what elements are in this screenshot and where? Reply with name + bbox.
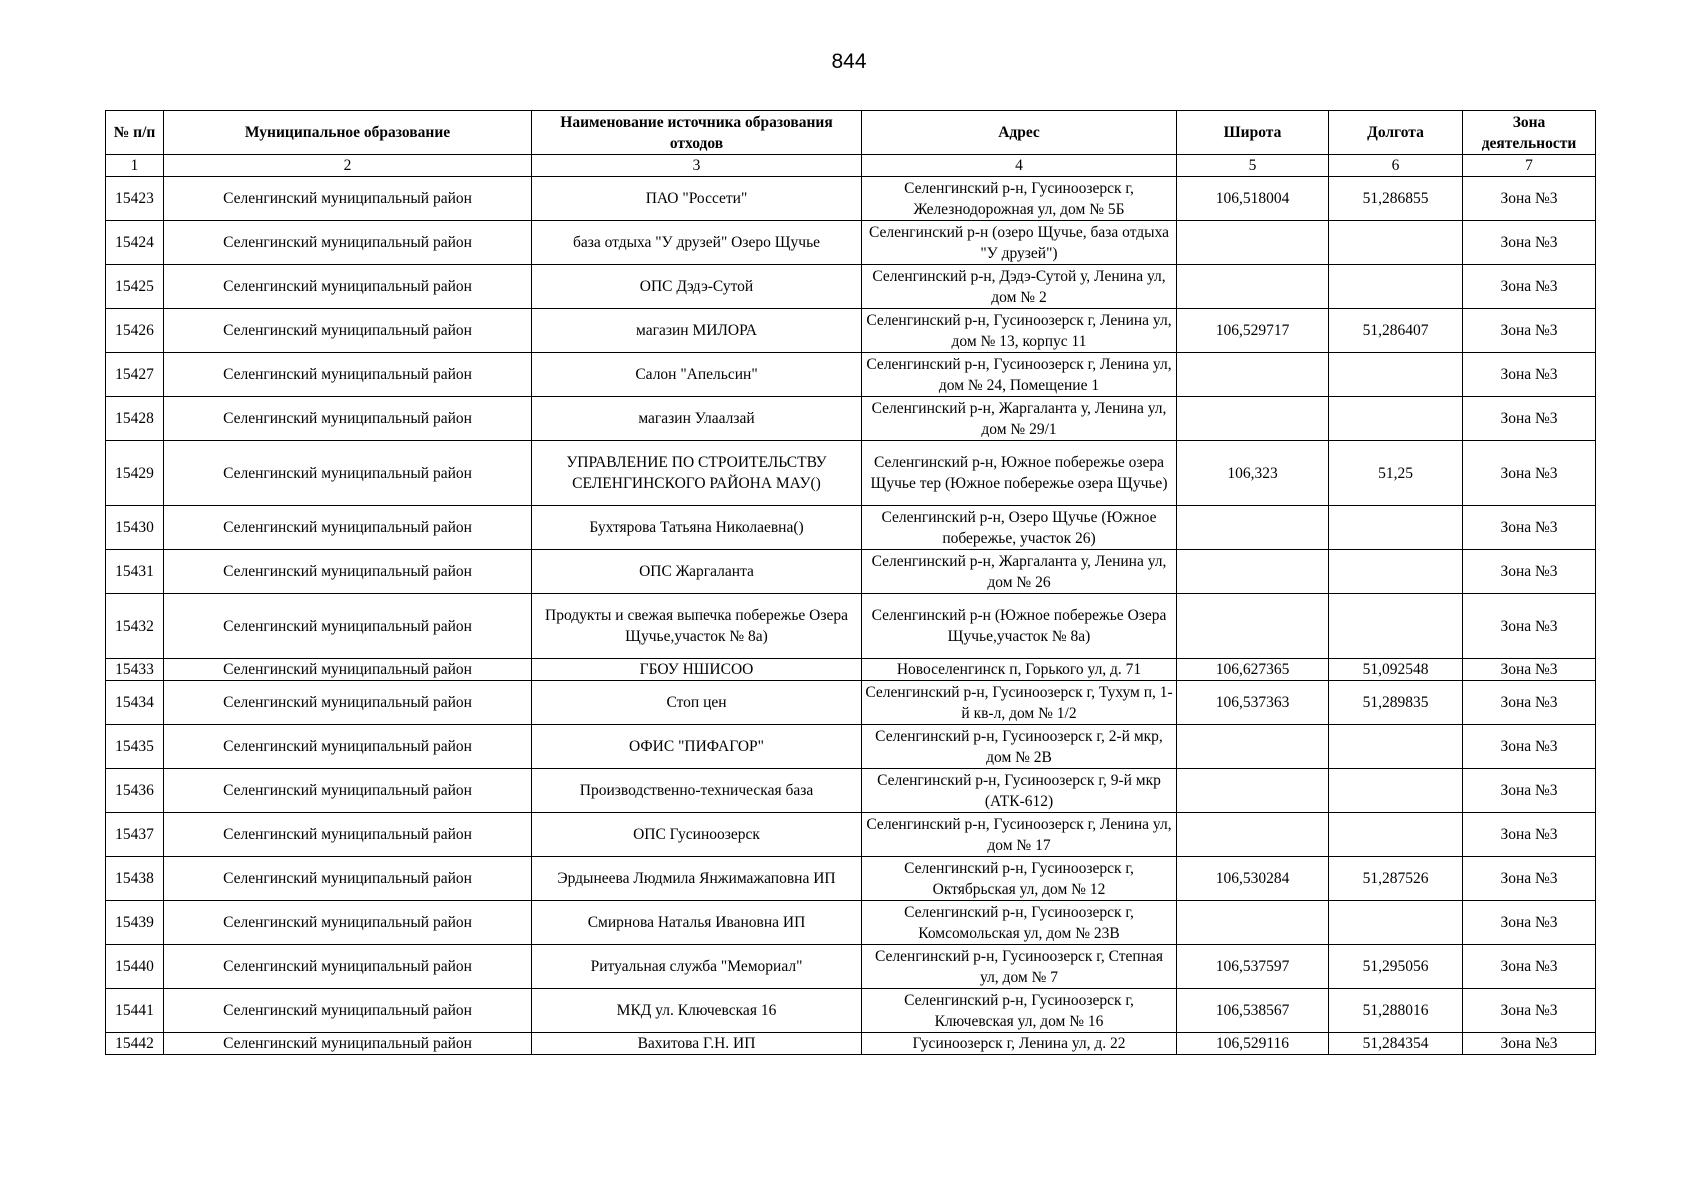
zone-cell: Зона №3	[1463, 221, 1596, 265]
column-number: 6	[1329, 155, 1463, 177]
municipality-cell: Селенгинский муниципальный район	[164, 309, 532, 353]
table-row	[106, 177, 1596, 221]
zone-cell: Зона №3	[1463, 309, 1596, 353]
municipality-cell: Селенгинский муниципальный район	[164, 681, 532, 725]
row-number-cell: 15427	[106, 353, 164, 397]
column-header: Долгота	[1329, 111, 1463, 155]
longitude-cell	[1329, 594, 1463, 659]
table-row	[106, 506, 1596, 550]
column-number: 7	[1463, 155, 1596, 177]
address-cell: Селенгинский р-н, Гусиноозерск г, Ключевская ул, дом № 16	[862, 989, 1177, 1033]
municipality-cell: Селенгинский муниципальный район	[164, 659, 532, 681]
municipality-cell: Селенгинский муниципальный район	[164, 945, 532, 989]
zone-cell: Зона №3	[1463, 681, 1596, 725]
table-row	[106, 441, 1596, 506]
row-number-cell: 15442	[106, 1033, 164, 1055]
row-number-cell: 15430	[106, 506, 164, 550]
zone-cell: Зона №3	[1463, 1033, 1596, 1055]
table-row	[106, 265, 1596, 309]
address-cell: Селенгинский р-н, Гусиноозерск г, Октябрьская ул, дом № 12	[862, 857, 1177, 901]
table-row	[106, 397, 1596, 441]
zone-cell: Зона №3	[1463, 441, 1596, 506]
address-cell: Селенгинский р-н (Южное побережье Озера Щучье,участок № 8а)	[862, 594, 1177, 659]
latitude-cell	[1177, 725, 1329, 769]
source-name-cell: Вахитова Г.Н. ИП	[532, 1033, 862, 1055]
source-name-cell: УПРАВЛЕНИЕ ПО СТРОИТЕЛЬСТВУ СЕЛЕНГИНСКОГО РАЙОНА МАУ()	[532, 441, 862, 506]
municipality-cell: Селенгинский муниципальный район	[164, 769, 532, 813]
source-name-cell: Бухтярова Татьяна Николаевна()	[532, 506, 862, 550]
row-number-cell: 15431	[106, 550, 164, 594]
table-row	[106, 1033, 1596, 1055]
row-number-cell: 15433	[106, 659, 164, 681]
zone-cell: Зона №3	[1463, 769, 1596, 813]
source-name-cell: ПАО "Россети"	[532, 177, 862, 221]
address-cell: Селенгинский р-н, Жаргаланта у, Ленина ул, дом № 26	[862, 550, 1177, 594]
municipality-cell: Селенгинский муниципальный район	[164, 177, 532, 221]
longitude-cell: 51,288016	[1329, 989, 1463, 1033]
address-cell: Селенгинский р-н (озеро Щучье, база отдыха "У друзей")	[862, 221, 1177, 265]
address-cell: Селенгинский р-н, Гусиноозерск г, Ленина ул, дом № 17	[862, 813, 1177, 857]
table-row	[106, 945, 1596, 989]
table-row	[106, 769, 1596, 813]
source-name-cell: Смирнова Наталья Ивановна ИП	[532, 901, 862, 945]
address-cell: Селенгинский р-н, Южное побережье озера Щучье тер (Южное побережье озера Щучье)	[862, 441, 1177, 506]
latitude-cell: 106,537597	[1177, 945, 1329, 989]
zone-cell: Зона №3	[1463, 177, 1596, 221]
source-name-cell: Производственно-техническая база	[532, 769, 862, 813]
longitude-cell	[1329, 397, 1463, 441]
latitude-cell	[1177, 813, 1329, 857]
longitude-cell	[1329, 813, 1463, 857]
page-number: 844	[831, 50, 867, 73]
zone-cell: Зона №3	[1463, 506, 1596, 550]
address-cell: Селенгинский р-н, Жаргаланта у, Ленина ул, дом № 29/1	[862, 397, 1177, 441]
column-number: 1	[106, 155, 164, 177]
address-cell: Селенгинский р-н, Озеро Щучье (Южное побережье, участок 26)	[862, 506, 1177, 550]
address-cell: Селенгинский р-н, Гусиноозерск г, Тухум п, 1-й кв-л, дом № 1/2	[862, 681, 1177, 725]
table-row	[106, 725, 1596, 769]
source-name-cell: Стоп цен	[532, 681, 862, 725]
latitude-cell	[1177, 265, 1329, 309]
source-name-cell: Продукты и свежая выпечка побережье Озера Щучье,участок № 8а)	[532, 594, 862, 659]
latitude-cell	[1177, 550, 1329, 594]
address-cell: Селенгинский р-н, Гусиноозерск г, Степная ул, дом № 7	[862, 945, 1177, 989]
longitude-cell	[1329, 901, 1463, 945]
table-row	[106, 901, 1596, 945]
longitude-cell: 51,286855	[1329, 177, 1463, 221]
table-row	[106, 594, 1596, 659]
row-number-cell: 15432	[106, 594, 164, 659]
longitude-cell	[1329, 725, 1463, 769]
longitude-cell	[1329, 265, 1463, 309]
longitude-cell: 51,295056	[1329, 945, 1463, 989]
column-header: Зона деятельности	[1463, 111, 1596, 155]
table-row	[106, 353, 1596, 397]
table-row	[106, 221, 1596, 265]
zone-cell: Зона №3	[1463, 550, 1596, 594]
source-name-cell: Эрдынеева Людмила Янжимажаповна ИП	[532, 857, 862, 901]
longitude-cell	[1329, 353, 1463, 397]
longitude-cell: 51,287526	[1329, 857, 1463, 901]
zone-cell: Зона №3	[1463, 659, 1596, 681]
latitude-cell: 106,627365	[1177, 659, 1329, 681]
column-header: Адрес	[862, 111, 1177, 155]
latitude-cell	[1177, 397, 1329, 441]
zone-cell: Зона №3	[1463, 265, 1596, 309]
municipality-cell: Селенгинский муниципальный район	[164, 265, 532, 309]
latitude-cell: 106,537363	[1177, 681, 1329, 725]
column-number-row	[106, 155, 1596, 177]
address-cell: Селенгинский р-н, Гусиноозерск г, Комсомольская ул, дом № 23В	[862, 901, 1177, 945]
source-name-cell: магазин МИЛОРА	[532, 309, 862, 353]
municipality-cell: Селенгинский муниципальный район	[164, 221, 532, 265]
latitude-cell: 106,323	[1177, 441, 1329, 506]
column-number: 3	[532, 155, 862, 177]
row-number-cell: 15440	[106, 945, 164, 989]
latitude-cell: 106,530284	[1177, 857, 1329, 901]
source-name-cell: ОПС Дэдэ-Сутой	[532, 265, 862, 309]
municipality-cell: Селенгинский муниципальный район	[164, 857, 532, 901]
column-number: 4	[862, 155, 1177, 177]
longitude-cell	[1329, 506, 1463, 550]
municipality-cell: Селенгинский муниципальный район	[164, 353, 532, 397]
municipality-cell: Селенгинский муниципальный район	[164, 594, 532, 659]
longitude-cell: 51,092548	[1329, 659, 1463, 681]
address-cell: Селенгинский р-н, Гусиноозерск г, Железнодорожная ул, дом № 5Б	[862, 177, 1177, 221]
source-name-cell: ГБОУ НШИСОО	[532, 659, 862, 681]
municipality-cell: Селенгинский муниципальный район	[164, 550, 532, 594]
latitude-cell	[1177, 769, 1329, 813]
zone-cell: Зона №3	[1463, 594, 1596, 659]
table-row	[106, 309, 1596, 353]
zone-cell: Зона №3	[1463, 901, 1596, 945]
latitude-cell: 106,529717	[1177, 309, 1329, 353]
address-cell: Селенгинский р-н, Гусиноозерск г, Ленина ул, дом № 13, корпус 11	[862, 309, 1177, 353]
column-header: Широта	[1177, 111, 1329, 155]
column-header: № п/п	[106, 111, 164, 155]
zone-cell: Зона №3	[1463, 353, 1596, 397]
address-cell: Селенгинский р-н, Гусиноозерск г, Ленина ул, дом № 24, Помещение 1	[862, 353, 1177, 397]
latitude-cell	[1177, 353, 1329, 397]
source-name-cell: база отдыха "У друзей" Озеро Щучье	[532, 221, 862, 265]
row-number-cell: 15424	[106, 221, 164, 265]
row-number-cell: 15436	[106, 769, 164, 813]
zone-cell: Зона №3	[1463, 725, 1596, 769]
row-number-cell: 15437	[106, 813, 164, 857]
row-number-cell: 15435	[106, 725, 164, 769]
municipality-cell: Селенгинский муниципальный район	[164, 397, 532, 441]
column-header: Наименование источника образования отходов	[532, 111, 862, 155]
municipality-cell: Селенгинский муниципальный район	[164, 1033, 532, 1055]
latitude-cell	[1177, 506, 1329, 550]
latitude-cell	[1177, 901, 1329, 945]
waste-sources-table	[105, 110, 1596, 1055]
zone-cell: Зона №3	[1463, 989, 1596, 1033]
zone-cell: Зона №3	[1463, 397, 1596, 441]
source-name-cell: Ритуальная служба "Мемориал"	[532, 945, 862, 989]
row-number-cell: 15423	[106, 177, 164, 221]
table-row	[106, 659, 1596, 681]
address-cell: Селенгинский р-н, Дэдэ-Сутой у, Ленина ул, дом № 2	[862, 265, 1177, 309]
longitude-cell: 51,289835	[1329, 681, 1463, 725]
latitude-cell: 106,518004	[1177, 177, 1329, 221]
latitude-cell	[1177, 594, 1329, 659]
longitude-cell: 51,25	[1329, 441, 1463, 506]
column-header: Муниципальное образование	[164, 111, 532, 155]
municipality-cell: Селенгинский муниципальный район	[164, 506, 532, 550]
row-number-cell: 15426	[106, 309, 164, 353]
longitude-cell	[1329, 221, 1463, 265]
column-number: 2	[164, 155, 532, 177]
source-name-cell: Салон "Апельсин"	[532, 353, 862, 397]
row-number-cell: 15428	[106, 397, 164, 441]
zone-cell: Зона №3	[1463, 813, 1596, 857]
source-name-cell: МКД ул. Ключевская 16	[532, 989, 862, 1033]
address-cell: Селенгинский р-н, Гусиноозерск г, 2-й мкр, дом № 2В	[862, 725, 1177, 769]
row-number-cell: 15438	[106, 857, 164, 901]
address-cell: Селенгинский р-н, Гусиноозерск г, 9-й мкр (АТК-612)	[862, 769, 1177, 813]
table-row	[106, 681, 1596, 725]
longitude-cell: 51,286407	[1329, 309, 1463, 353]
row-number-cell: 15441	[106, 989, 164, 1033]
latitude-cell	[1177, 221, 1329, 265]
table-row	[106, 813, 1596, 857]
row-number-cell: 15439	[106, 901, 164, 945]
source-name-cell: ОПС Гусиноозерск	[532, 813, 862, 857]
table-row	[106, 550, 1596, 594]
municipality-cell: Селенгинский муниципальный район	[164, 725, 532, 769]
row-number-cell: 15425	[106, 265, 164, 309]
municipality-cell: Селенгинский муниципальный район	[164, 989, 532, 1033]
latitude-cell: 106,538567	[1177, 989, 1329, 1033]
address-cell: Новоселенгинск п, Горького ул, д. 71	[862, 659, 1177, 681]
municipality-cell: Селенгинский муниципальный район	[164, 813, 532, 857]
latitude-cell: 106,529116	[1177, 1033, 1329, 1055]
zone-cell: Зона №3	[1463, 945, 1596, 989]
row-number-cell: 15434	[106, 681, 164, 725]
table-row	[106, 989, 1596, 1033]
table-header-row	[106, 111, 1596, 155]
source-name-cell: ОПС Жаргаланта	[532, 550, 862, 594]
longitude-cell: 51,284354	[1329, 1033, 1463, 1055]
row-number-cell: 15429	[106, 441, 164, 506]
longitude-cell	[1329, 550, 1463, 594]
column-number: 5	[1177, 155, 1329, 177]
municipality-cell: Селенгинский муниципальный район	[164, 441, 532, 506]
longitude-cell	[1329, 769, 1463, 813]
source-name-cell: ОФИС "ПИФАГОР"	[532, 725, 862, 769]
municipality-cell: Селенгинский муниципальный район	[164, 901, 532, 945]
source-name-cell: магазин Улаалзай	[532, 397, 862, 441]
zone-cell: Зона №3	[1463, 857, 1596, 901]
table-row	[106, 857, 1596, 901]
address-cell: Гусиноозерск г, Ленина ул, д. 22	[862, 1033, 1177, 1055]
